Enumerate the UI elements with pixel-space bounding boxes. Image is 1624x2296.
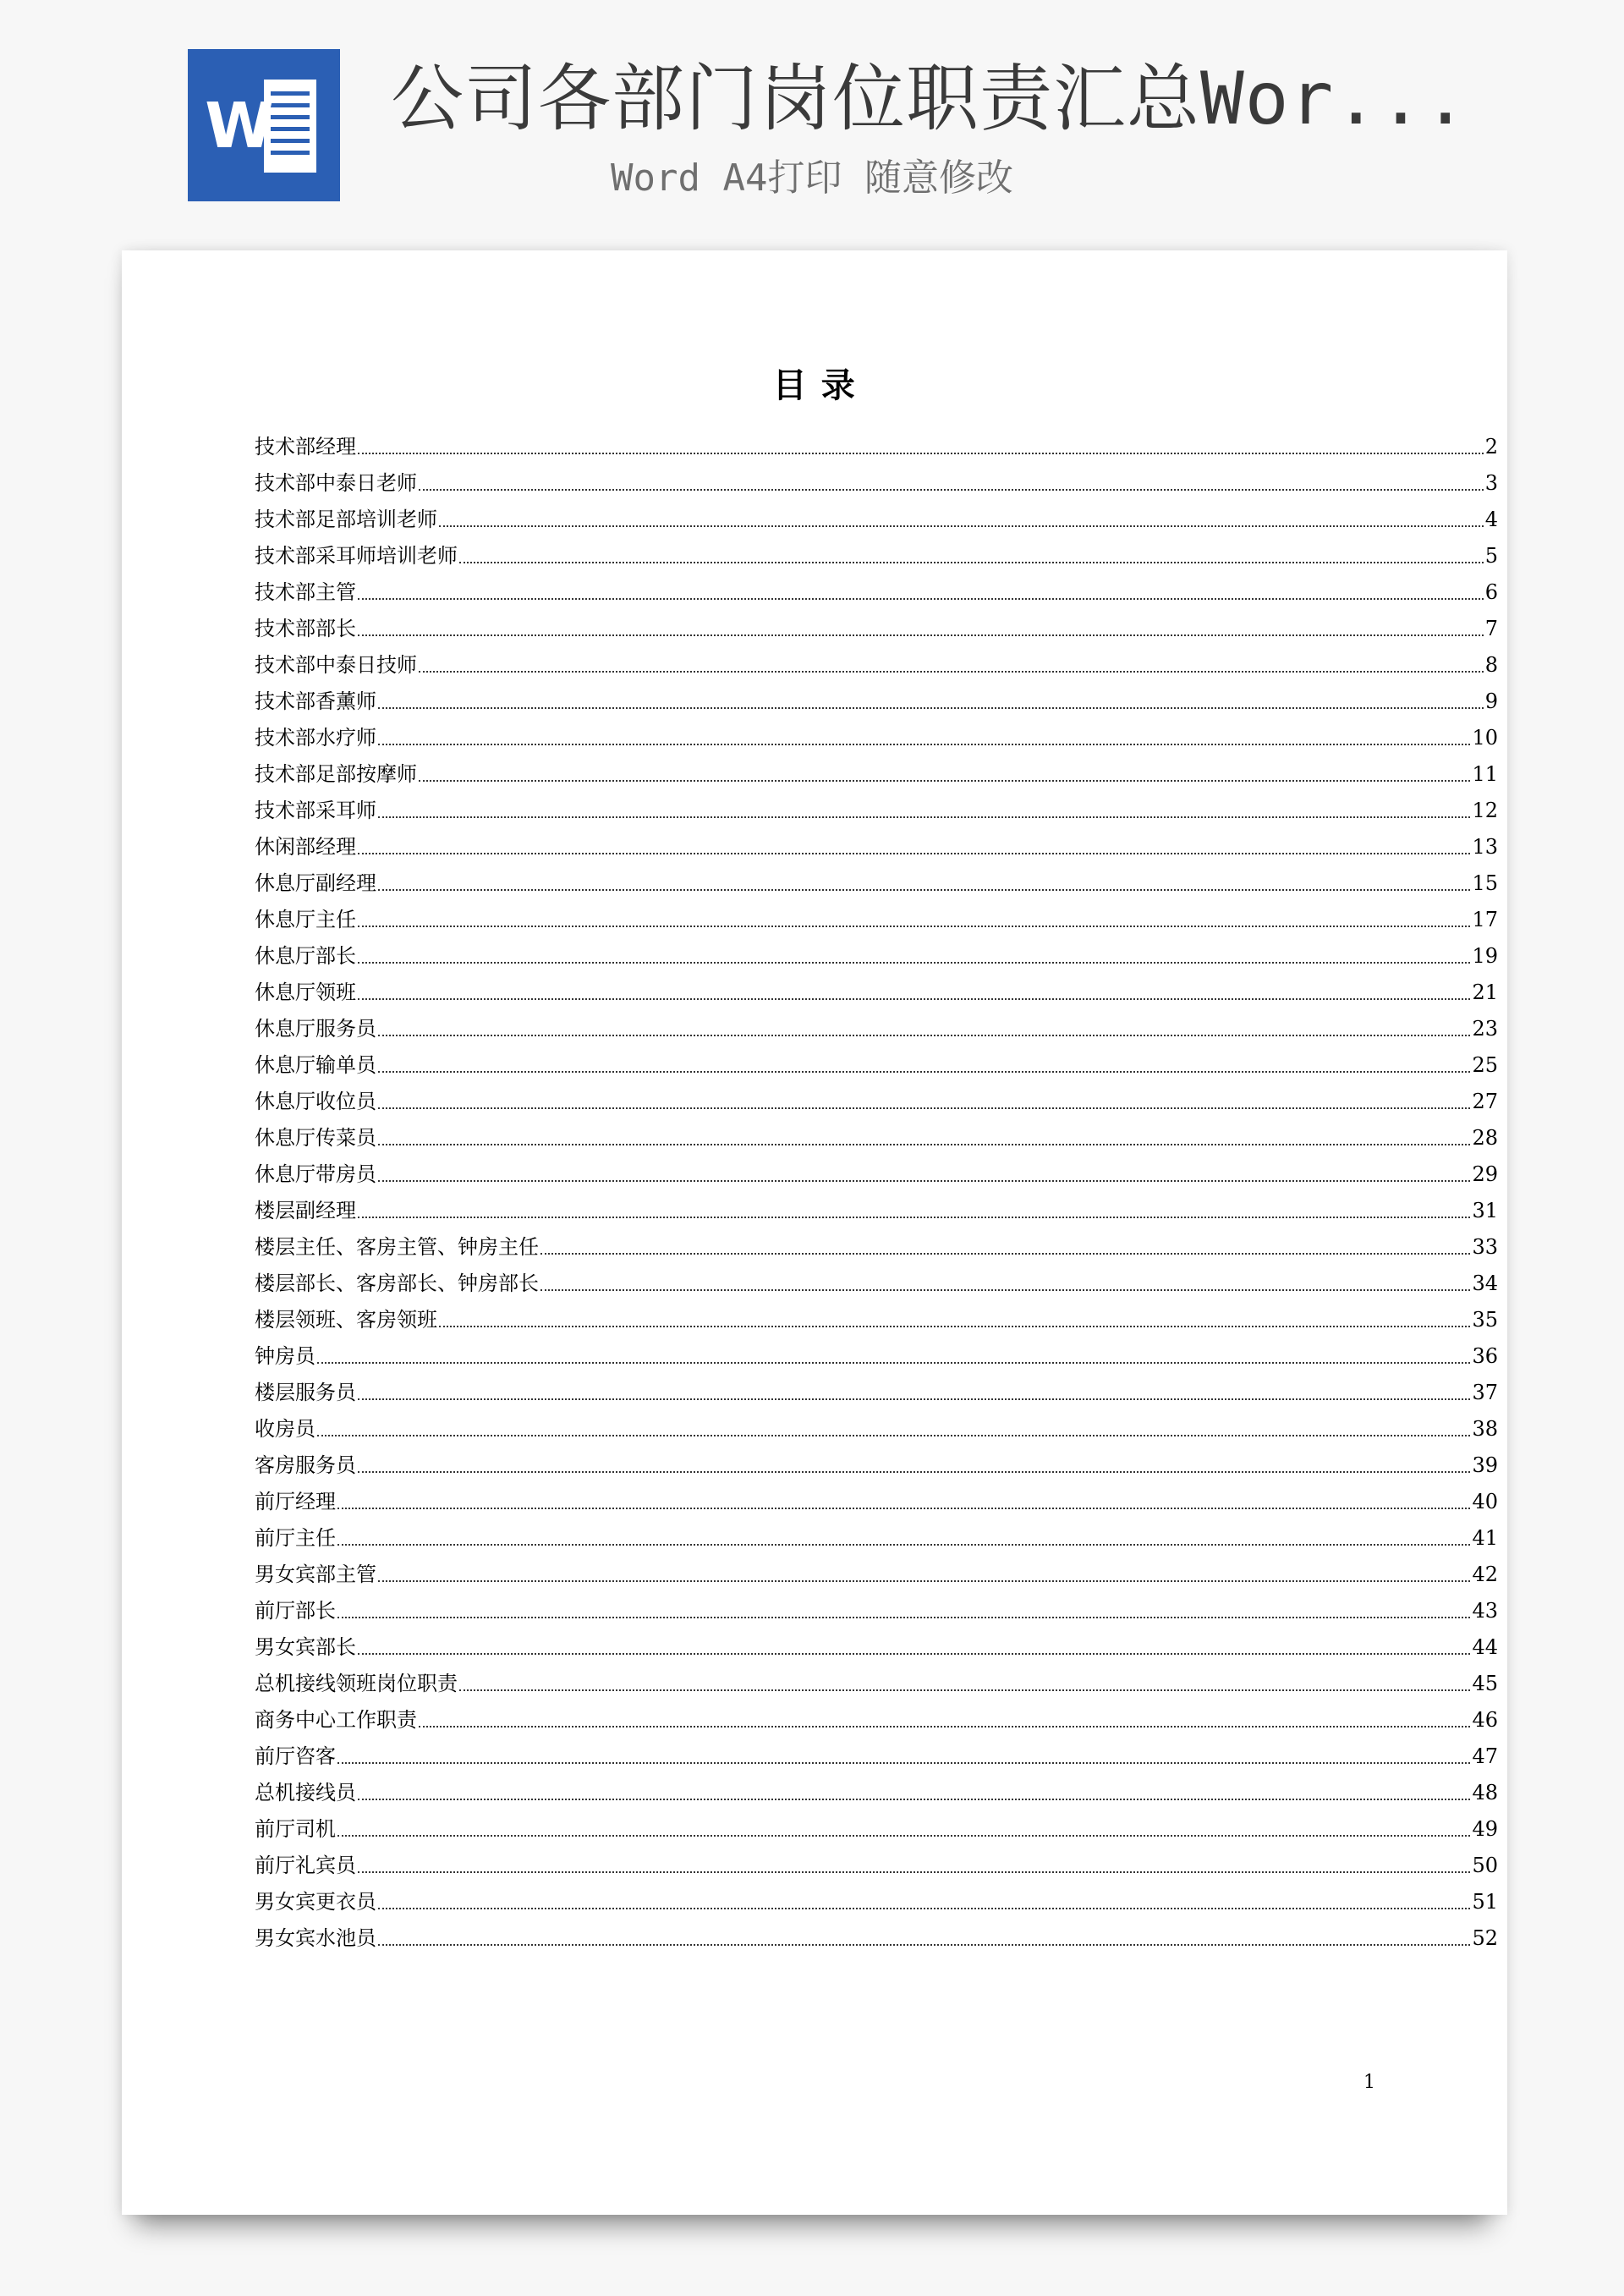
toc-entry-page-number: 9 (1484, 689, 1498, 713)
toc-dot-leader (378, 744, 1470, 745)
toc-entry-page-number: 8 (1484, 653, 1498, 677)
toc-dot-leader (358, 998, 1470, 1000)
toc-entry[interactable] (255, 1878, 1498, 1914)
toc-dot-leader (337, 1544, 1470, 1546)
toc-entry-page-number: 38 (1472, 1417, 1498, 1441)
toc-dot-leader (378, 889, 1470, 891)
toc-entry-label: 休息厅收位员 (255, 1090, 376, 1113)
toc-entry[interactable] (255, 1151, 1498, 1187)
toc-entry-label: 前厅咨客 (255, 1744, 336, 1768)
toc-entry[interactable] (255, 1332, 1498, 1369)
toc-entry-page-number: 45 (1472, 1672, 1498, 1695)
toc-entry[interactable] (255, 1405, 1498, 1442)
toc-entry-label: 男女宾部主管 (255, 1563, 376, 1586)
toc-entry[interactable] (255, 714, 1498, 750)
toc-dot-leader (419, 1726, 1470, 1727)
page-number: 1 (1363, 2072, 1375, 2093)
toc-entry-label: 总机接线员 (255, 1781, 356, 1804)
toc-dot-leader (358, 926, 1470, 927)
toc-entry[interactable] (255, 1078, 1498, 1114)
toc-entry[interactable] (255, 896, 1498, 932)
toc-entry-label: 客房服务员 (255, 1453, 356, 1477)
toc-entry-label: 楼层部长、客房部长、钟房部长 (255, 1272, 539, 1295)
toc-dot-leader (378, 1908, 1470, 1909)
toc-entry-page-number: 49 (1472, 1817, 1498, 1841)
toc-entry-page-number: 23 (1472, 1017, 1498, 1041)
toc-entry-label: 前厅司机 (255, 1817, 336, 1841)
toc-dot-leader (337, 1508, 1470, 1509)
toc-entry-page-number: 39 (1472, 1453, 1498, 1477)
toc-entry-label: 技术部经理 (255, 435, 356, 459)
toc-dot-leader (358, 1471, 1470, 1473)
toc-entry[interactable] (255, 1623, 1498, 1660)
toc-entry[interactable] (255, 569, 1498, 605)
toc-entry-page-number: 51 (1472, 1890, 1498, 1914)
toc-entry-label: 休息厅传菜员 (255, 1126, 376, 1150)
toc-entry-label: 技术部水疗师 (255, 726, 376, 750)
toc-entry-label: 休息厅带房员 (255, 1162, 376, 1186)
toc-dot-leader (358, 1871, 1470, 1873)
toc-entry-page-number: 5 (1484, 544, 1498, 568)
toc-entry-page-number: 50 (1472, 1854, 1498, 1877)
toc-entry[interactable] (255, 459, 1498, 496)
toc-entry-label: 前厅主任 (255, 1526, 336, 1550)
toc-dot-leader (378, 1180, 1470, 1182)
toc-entry-page-number: 31 (1472, 1199, 1498, 1222)
toc-entry[interactable] (255, 1769, 1498, 1805)
toc-dot-leader (358, 634, 1484, 636)
toc-entry-page-number: 15 (1472, 871, 1498, 895)
toc-entry-page-number: 34 (1472, 1272, 1498, 1295)
toc-entry[interactable] (255, 1041, 1498, 1078)
toc-entry[interactable] (255, 969, 1498, 1005)
toc-entry-page-number: 27 (1472, 1090, 1498, 1113)
toc-entry[interactable] (255, 1660, 1498, 1696)
toc-entry[interactable] (255, 1369, 1498, 1405)
toc-entry-page-number: 3 (1484, 471, 1498, 495)
preview-header (0, 0, 1624, 237)
toc-entry-label: 技术部部长 (255, 617, 356, 640)
toc-entry-label: 钟房员 (255, 1344, 315, 1368)
toc-dot-leader (419, 489, 1484, 491)
toc-entry-label: 休息厅主任 (255, 908, 356, 931)
toc-entry-label: 男女宾水池员 (255, 1926, 376, 1950)
toc-entry[interactable] (255, 1478, 1498, 1514)
toc-entry-label: 技术部中泰日老师 (255, 471, 417, 495)
toc-entry-label: 总机接线领班岗位职责 (255, 1672, 458, 1695)
toc-dot-leader (378, 1144, 1470, 1145)
word-logo-letter: W (205, 90, 274, 162)
toc-entry[interactable] (255, 605, 1498, 641)
toc-entry-page-number: 52 (1472, 1926, 1498, 1950)
toc-entry-label: 男女宾更衣员 (255, 1890, 376, 1914)
toc-dot-leader (317, 1435, 1470, 1436)
toc-entry-label: 休闲部经理 (255, 835, 356, 859)
toc-entry[interactable] (255, 750, 1498, 787)
toc-entry-label: 技术部香薰师 (255, 689, 376, 713)
toc-entry-page-number: 44 (1472, 1635, 1498, 1659)
toc-entry[interactable] (255, 1842, 1498, 1878)
toc-dot-leader (419, 671, 1484, 673)
toc-dot-leader (439, 525, 1484, 527)
toc-entry[interactable] (255, 1442, 1498, 1478)
toc-entry[interactable] (255, 787, 1498, 823)
toc-entry[interactable] (255, 860, 1498, 896)
toc-entry[interactable] (255, 532, 1498, 569)
toc-entry[interactable] (255, 1551, 1498, 1587)
toc-dot-leader (358, 598, 1484, 600)
toc-entry-page-number: 17 (1472, 908, 1498, 931)
toc-entry-label: 休息厅输单员 (255, 1053, 376, 1077)
toc-entry[interactable] (255, 1296, 1498, 1332)
toc-dot-leader (419, 780, 1470, 782)
toc-entry-page-number: 28 (1472, 1126, 1498, 1150)
toc-dot-leader (540, 1253, 1470, 1255)
toc-entry-label: 楼层领班、客房领班 (255, 1308, 437, 1332)
toc-entry-page-number: 47 (1472, 1744, 1498, 1768)
toc-entry-page-number: 6 (1484, 580, 1498, 604)
toc-entry-page-number: 40 (1472, 1490, 1498, 1513)
toc-entry-page-number: 41 (1472, 1526, 1498, 1550)
toc-dot-leader (378, 707, 1484, 709)
toc-dot-leader (378, 1071, 1470, 1073)
toc-entry[interactable] (255, 678, 1498, 714)
toc-entry-page-number: 4 (1484, 508, 1498, 531)
toc-entry-page-number: 2 (1484, 435, 1498, 459)
toc-dot-leader (439, 1326, 1470, 1327)
toc-entry-page-number: 42 (1472, 1563, 1498, 1586)
toc-entry[interactable] (255, 823, 1498, 860)
toc-entry-page-number: 35 (1472, 1308, 1498, 1332)
toc-entry-label: 休息厅部长 (255, 944, 356, 968)
toc-entry[interactable] (255, 641, 1498, 678)
toc-entry-label: 前厅经理 (255, 1490, 336, 1513)
toc-entry-label: 楼层副经理 (255, 1199, 356, 1222)
toc-entry[interactable] (255, 1733, 1498, 1769)
toc-dot-leader (378, 816, 1470, 818)
toc-entry[interactable] (255, 1223, 1498, 1260)
toc-entry[interactable] (255, 1914, 1498, 1951)
toc-list (255, 423, 1498, 1951)
document-subtitle: Word A4打印 随意修改 (611, 157, 1013, 200)
toc-entry-label: 技术部采耳师培训老师 (255, 544, 458, 568)
toc-entry[interactable] (255, 1587, 1498, 1623)
toc-entry-label: 休息厅服务员 (255, 1017, 376, 1041)
toc-entry-page-number: 29 (1472, 1162, 1498, 1186)
toc-entry-page-number: 46 (1472, 1708, 1498, 1732)
toc-entry-label: 前厅礼宾员 (255, 1854, 356, 1877)
toc-entry-label: 楼层服务员 (255, 1381, 356, 1404)
toc-dot-leader (540, 1289, 1470, 1291)
document-title: 公司各部门岗位职责汇总Wor... (391, 57, 1468, 141)
toc-entry[interactable] (255, 1805, 1498, 1842)
toc-entry-label: 技术部采耳师 (255, 799, 376, 822)
toc-dot-leader (358, 853, 1470, 854)
toc-entry[interactable] (255, 496, 1498, 532)
toc-dot-leader (358, 1217, 1470, 1218)
toc-entry[interactable] (255, 1005, 1498, 1041)
toc-entry-page-number: 25 (1472, 1053, 1498, 1077)
toc-entry-label: 男女宾部长 (255, 1635, 356, 1659)
toc-dot-leader (337, 1835, 1470, 1837)
toc-entry-page-number: 10 (1472, 726, 1498, 750)
toc-entry-page-number: 7 (1484, 617, 1498, 640)
toc-dot-leader (337, 1617, 1470, 1618)
toc-dot-leader (317, 1362, 1470, 1364)
toc-entry-page-number: 12 (1472, 799, 1498, 822)
toc-heading: 目 录 (772, 365, 857, 405)
toc-dot-leader (337, 1762, 1470, 1764)
toc-entry-page-number: 11 (1472, 762, 1498, 786)
toc-dot-leader (358, 1653, 1470, 1655)
toc-entry-label: 收房员 (255, 1417, 315, 1441)
toc-dot-leader (378, 1107, 1470, 1109)
toc-entry-label: 休息厅领班 (255, 980, 356, 1004)
toc-entry[interactable] (255, 423, 1498, 459)
toc-dot-leader (378, 1944, 1470, 1946)
toc-entry-page-number: 43 (1472, 1599, 1498, 1623)
toc-entry-page-number: 19 (1472, 944, 1498, 968)
toc-dot-leader (358, 962, 1470, 964)
toc-entry[interactable] (255, 1114, 1498, 1151)
toc-dot-leader (378, 1580, 1470, 1582)
toc-entry-label: 前厅部长 (255, 1599, 336, 1623)
toc-entry-label: 技术部足部按摩师 (255, 762, 417, 786)
toc-dot-leader (459, 1689, 1470, 1691)
document-page (122, 250, 1507, 2215)
toc-entry[interactable] (255, 932, 1498, 969)
toc-entry-page-number: 33 (1472, 1235, 1498, 1259)
toc-entry[interactable] (255, 1187, 1498, 1223)
toc-dot-leader (358, 1799, 1470, 1800)
toc-dot-leader (459, 562, 1484, 563)
toc-entry-label: 技术部中泰日技师 (255, 653, 417, 677)
toc-dot-leader (358, 1398, 1470, 1400)
toc-entry-page-number: 37 (1472, 1381, 1498, 1404)
toc-entry-label: 楼层主任、客房主管、钟房主任 (255, 1235, 539, 1259)
toc-entry[interactable] (255, 1514, 1498, 1551)
toc-dot-leader (378, 1035, 1470, 1036)
toc-entry-label: 技术部足部培训老师 (255, 508, 437, 531)
toc-entry-page-number: 36 (1472, 1344, 1498, 1368)
toc-entry-page-number: 21 (1472, 980, 1498, 1004)
toc-entry-label: 商务中心工作职责 (255, 1708, 417, 1732)
toc-dot-leader (358, 453, 1484, 454)
toc-entry-page-number: 13 (1472, 835, 1498, 859)
toc-entry-label: 技术部主管 (255, 580, 356, 604)
toc-entry-page-number: 48 (1472, 1781, 1498, 1804)
toc-entry[interactable] (255, 1260, 1498, 1296)
toc-entry-label: 休息厅副经理 (255, 871, 376, 895)
toc-entry[interactable] (255, 1696, 1498, 1733)
